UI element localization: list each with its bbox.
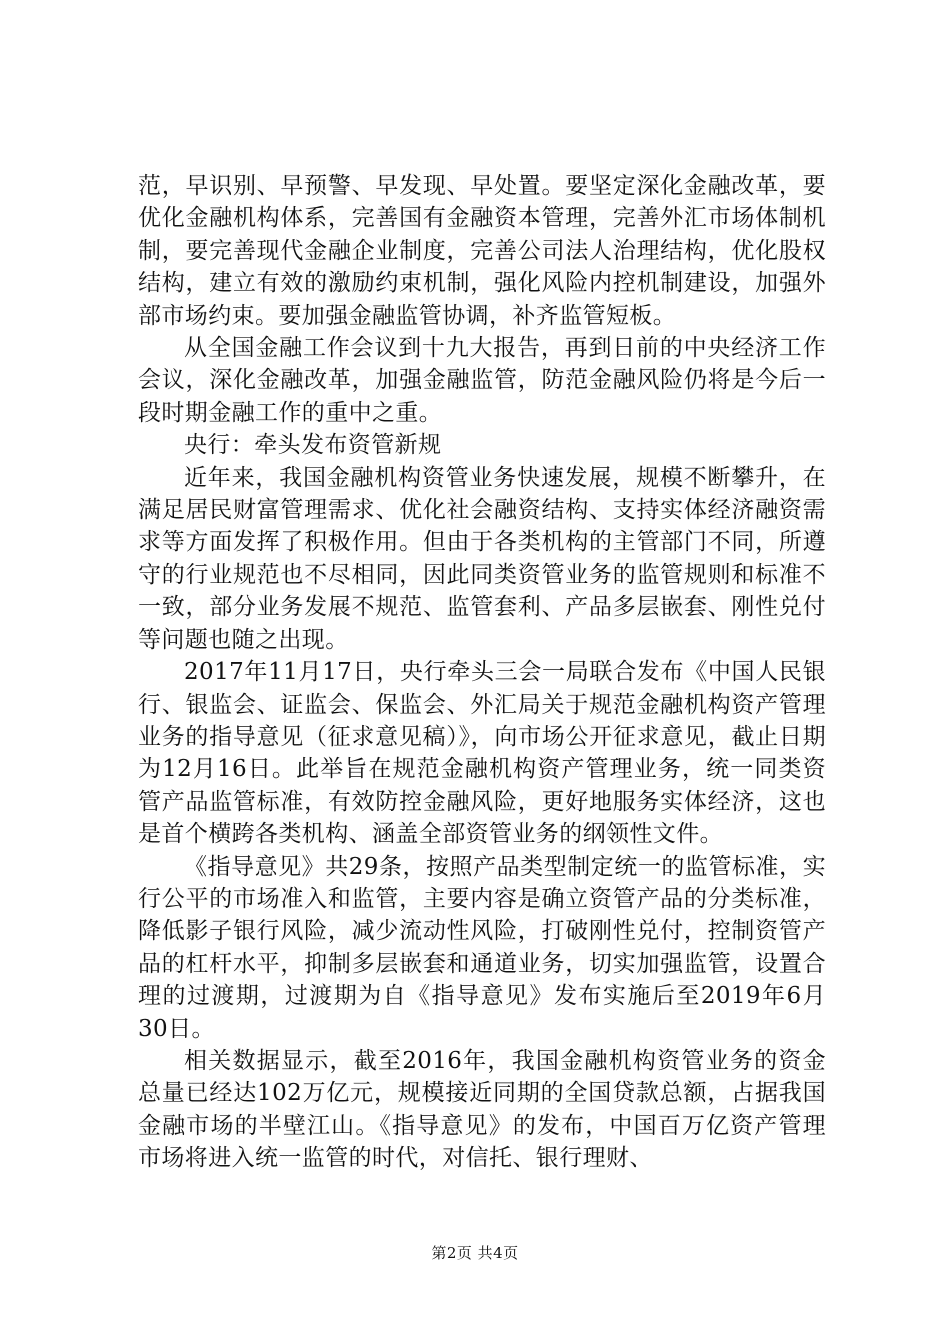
paragraph: 《指导意见》共29条，按照产品类型制定统一的监管标准，实行公平的市场准入和监管，主要内容是确立资管产品的分类标准，降低影子银行风险，减少流动性风险，打破刚性兑付，控制资管产品的杠杆水平，抑制多层嵌套和通道业务，切实加强监管，设置合理的过渡期，过渡期为自《指导意见》发布实施后至2019年6月30日。 xyxy=(138,853,826,1042)
document-body xyxy=(138,170,826,1175)
paragraph: 近年来，我国金融机构资管业务快速发展，规模不断攀升，在满足居民财富管理需求、优化社会融资结构、支持实体经济融资需求等方面发挥了积极作用。但由于各类机构的主管部门不同，所遵守的行业规范也不尽相同，因此同类资管业务的监管规则和标准不一致，部分业务发展不规范、监管套利、产品多层嵌套、刚性兑付等问题也随之出现。 xyxy=(138,464,826,653)
paragraph: 相关数据显示，截至2016年，我国金融机构资管业务的资金总量已经达102万亿元，规模接近同期的全国贷款总额，占据我国金融市场的半壁江山。《指导意见》的发布，中国百万亿资产管理市场将进入统一监管的时代，对信托、银行理财、 xyxy=(138,1047,826,1172)
paragraph: 2017年11月17日，央行牵头三会一局联合发布《中国人民银行、银监会、证监会、保监会、外汇局关于规范金融机构资产管理业务的指导意见（征求意见稿）》，向市场公开征求意见，截止日期为12月16日。此举旨在规范金融机构资产管理业务，统一同类资管产品监管标准，有效防控金融风险，更好地服务实体经济，这也是首个横跨各类机构、涵盖全部资管业务的纲领性文件。 xyxy=(138,659,826,848)
section-heading: 央行：牵头发布资管新规 xyxy=(184,432,442,459)
paragraph: 从全国金融工作会议到十九大报告，再到日前的中央经济工作会议，深化金融改革，加强金融监管，防范金融风险仍将是今后一段时期金融工作的重中之重。 xyxy=(138,335,826,426)
paragraph-continuation: 范，早识别、早预警、早发现、早处置。要坚定深化金融改革，要优化金融机构体系，完善国有金融资本管理，完善外汇市场体制机制，要完善现代金融企业制度，完善公司法人治理结构，优化股权结构，建立有效的激励约束机制，强化风险内控机制建设，加强外部市场约束。要加强金融监管协调，补齐监管短板。 xyxy=(138,173,826,329)
page-number-footer: 第2页 共4页 xyxy=(431,1244,519,1262)
